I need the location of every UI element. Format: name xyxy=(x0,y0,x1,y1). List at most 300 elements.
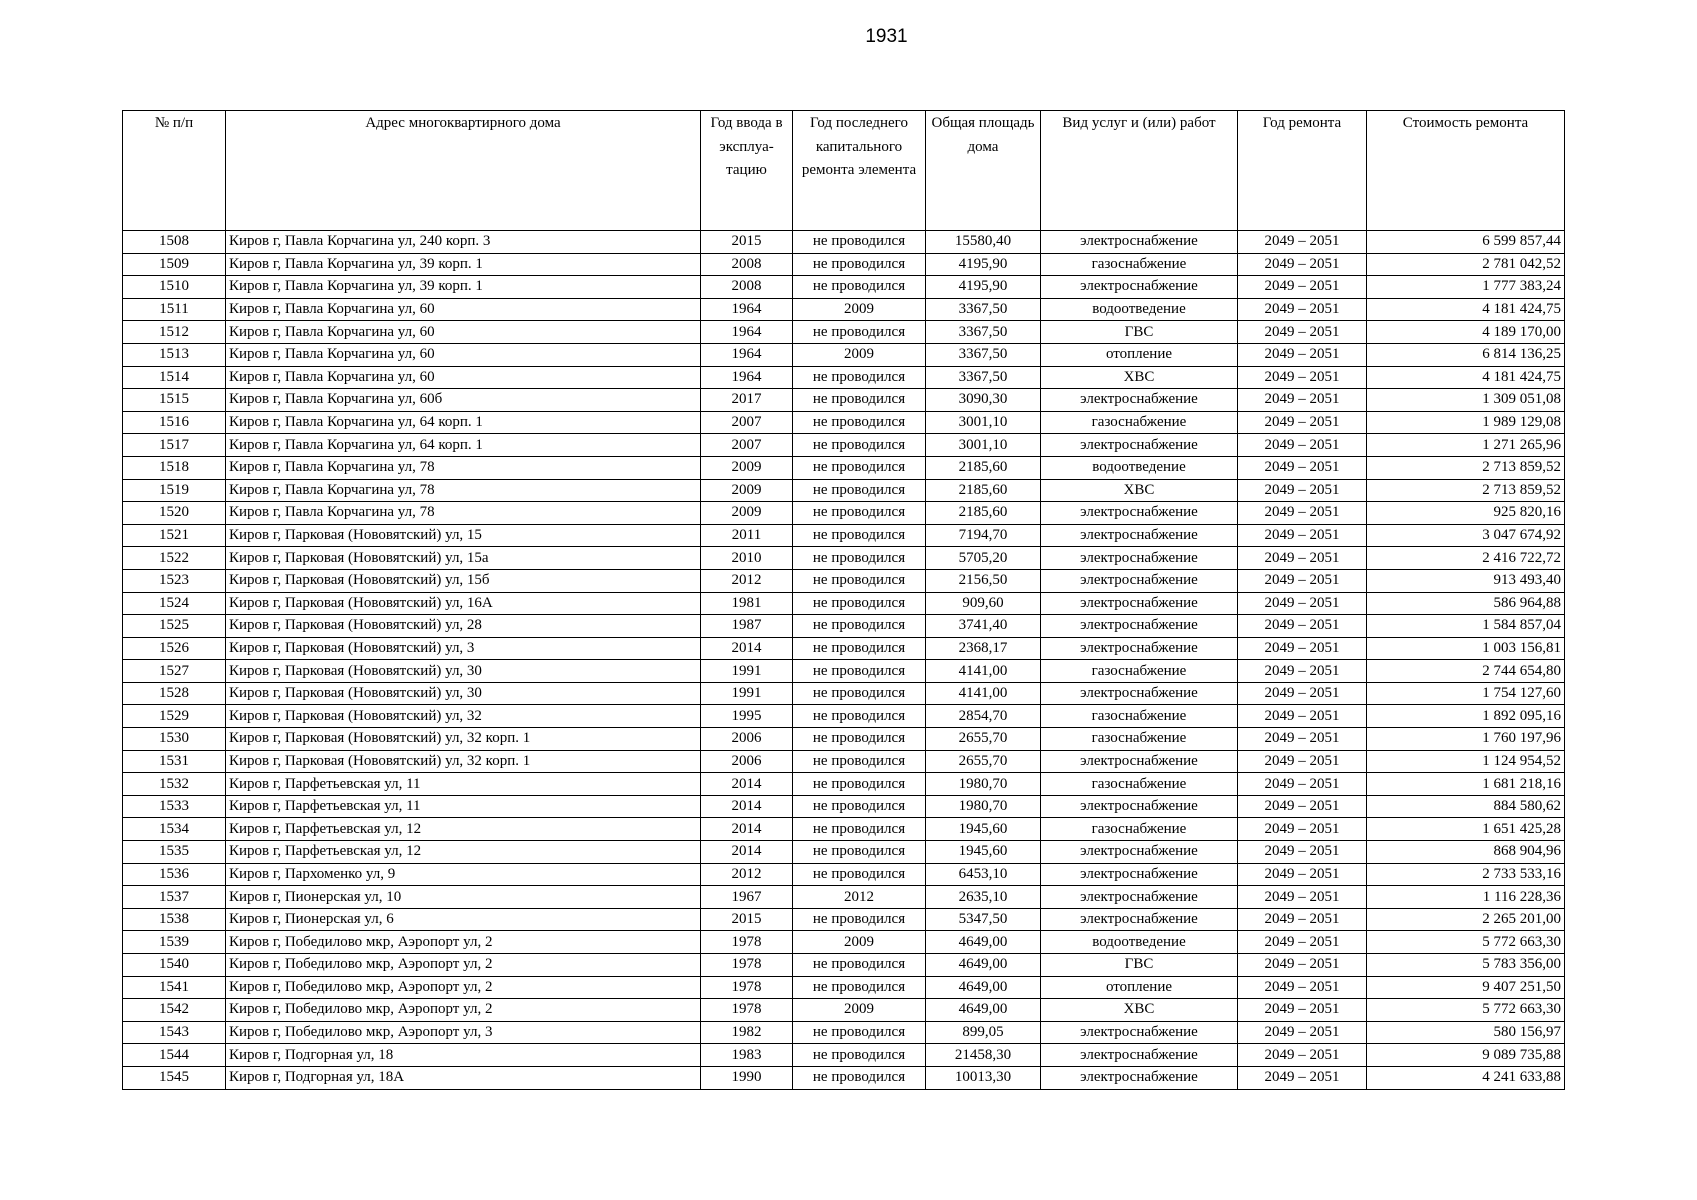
area-cell: 15580,40 xyxy=(926,231,1041,254)
area-cell: 909,60 xyxy=(926,592,1041,615)
last-repair-cell: не проводился xyxy=(793,592,926,615)
col-header-commission-year: Год ввода в эксплуа-тацию xyxy=(701,111,793,231)
repair-period-cell: 2049 – 2051 xyxy=(1238,343,1367,366)
address-cell: Киров г, Парковая (Нововятский) ул, 15 xyxy=(226,524,701,547)
last-repair-cell: не проводился xyxy=(793,773,926,796)
address-cell: Киров г, Парковая (Нововятский) ул, 28 xyxy=(226,615,701,638)
address-cell: Киров г, Парковая (Нововятский) ул, 15а xyxy=(226,547,701,570)
table-row xyxy=(123,479,1565,502)
commission-year-cell: 1995 xyxy=(701,705,793,728)
area-cell: 10013,30 xyxy=(926,1066,1041,1089)
area-cell: 2854,70 xyxy=(926,705,1041,728)
address-cell: Киров г, Победилово мкр, Аэропорт ул, 2 xyxy=(226,999,701,1022)
repair-period-cell: 2049 – 2051 xyxy=(1238,1066,1367,1089)
commission-year-cell: 2009 xyxy=(701,456,793,479)
table-row xyxy=(123,592,1565,615)
table-row xyxy=(123,434,1565,457)
repair-cost-cell: 1 124 954,52 xyxy=(1367,750,1565,773)
last-repair-cell: не проводился xyxy=(793,660,926,683)
last-repair-cell: 2009 xyxy=(793,298,926,321)
last-repair-cell: не проводился xyxy=(793,253,926,276)
table-row xyxy=(123,705,1565,728)
repair-period-cell: 2049 – 2051 xyxy=(1238,321,1367,344)
commission-year-cell: 2014 xyxy=(701,818,793,841)
row-number-cell: 1544 xyxy=(123,1044,226,1067)
last-repair-cell: 2009 xyxy=(793,999,926,1022)
service-type-cell: электроснабжение xyxy=(1041,524,1238,547)
last-repair-cell: 2012 xyxy=(793,886,926,909)
table-row xyxy=(123,231,1565,254)
repair-cost-cell: 6 814 136,25 xyxy=(1367,343,1565,366)
area-cell: 2655,70 xyxy=(926,750,1041,773)
repair-period-cell: 2049 – 2051 xyxy=(1238,976,1367,999)
page-number: 1931 xyxy=(865,26,908,47)
repair-period-cell: 2049 – 2051 xyxy=(1238,298,1367,321)
last-repair-cell: не проводился xyxy=(793,547,926,570)
table-row xyxy=(123,818,1565,841)
area-cell: 3367,50 xyxy=(926,321,1041,344)
repair-cost-cell: 580 156,97 xyxy=(1367,1021,1565,1044)
last-repair-cell: не проводился xyxy=(793,231,926,254)
table-row xyxy=(123,954,1565,977)
col-header-address: Адрес многоквартирного дома xyxy=(226,111,701,231)
row-number-cell: 1542 xyxy=(123,999,226,1022)
service-type-cell: водоотведение xyxy=(1041,456,1238,479)
row-number-cell: 1517 xyxy=(123,434,226,457)
repair-period-cell: 2049 – 2051 xyxy=(1238,456,1367,479)
service-type-cell: электроснабжение xyxy=(1041,434,1238,457)
service-type-cell: отопление xyxy=(1041,343,1238,366)
address-cell: Киров г, Победилово мкр, Аэропорт ул, 2 xyxy=(226,976,701,999)
commission-year-cell: 2014 xyxy=(701,795,793,818)
row-number-cell: 1520 xyxy=(123,502,226,525)
repair-period-cell: 2049 – 2051 xyxy=(1238,253,1367,276)
area-cell: 2185,60 xyxy=(926,456,1041,479)
address-cell: Киров г, Подгорная ул, 18 xyxy=(226,1044,701,1067)
row-number-cell: 1536 xyxy=(123,863,226,886)
service-type-cell: газоснабжение xyxy=(1041,411,1238,434)
repair-period-cell: 2049 – 2051 xyxy=(1238,637,1367,660)
service-type-cell: электроснабжение xyxy=(1041,637,1238,660)
commission-year-cell: 1991 xyxy=(701,682,793,705)
area-cell: 3001,10 xyxy=(926,411,1041,434)
area-cell: 2185,60 xyxy=(926,502,1041,525)
address-cell: Киров г, Парфетьевская ул, 12 xyxy=(226,818,701,841)
last-repair-cell: не проводился xyxy=(793,615,926,638)
repair-period-cell: 2049 – 2051 xyxy=(1238,863,1367,886)
service-type-cell: ХВС xyxy=(1041,999,1238,1022)
last-repair-cell: не проводился xyxy=(793,841,926,864)
repair-period-cell: 2049 – 2051 xyxy=(1238,908,1367,931)
repair-cost-cell: 1 003 156,81 xyxy=(1367,637,1565,660)
table-row xyxy=(123,615,1565,638)
repair-cost-cell: 925 820,16 xyxy=(1367,502,1565,525)
col-header-repair-period: Год ремонта xyxy=(1238,111,1367,231)
address-cell: Киров г, Павла Корчагина ул, 60 xyxy=(226,366,701,389)
row-number-cell: 1534 xyxy=(123,818,226,841)
repair-cost-cell: 2 744 654,80 xyxy=(1367,660,1565,683)
service-type-cell: электроснабжение xyxy=(1041,276,1238,299)
row-number-cell: 1509 xyxy=(123,253,226,276)
service-type-cell: электроснабжение xyxy=(1041,682,1238,705)
area-cell: 21458,30 xyxy=(926,1044,1041,1067)
area-cell: 4649,00 xyxy=(926,954,1041,977)
last-repair-cell: не проводился xyxy=(793,502,926,525)
repair-period-cell: 2049 – 2051 xyxy=(1238,411,1367,434)
repair-cost-cell: 2 416 722,72 xyxy=(1367,547,1565,570)
area-cell: 4649,00 xyxy=(926,976,1041,999)
service-type-cell: газоснабжение xyxy=(1041,818,1238,841)
last-repair-cell: не проводился xyxy=(793,389,926,412)
area-cell: 2635,10 xyxy=(926,886,1041,909)
table-header xyxy=(123,111,1565,231)
table-row xyxy=(123,389,1565,412)
commission-year-cell: 2014 xyxy=(701,773,793,796)
table-row xyxy=(123,660,1565,683)
commission-year-cell: 2009 xyxy=(701,479,793,502)
table-row xyxy=(123,1066,1565,1089)
area-cell: 7194,70 xyxy=(926,524,1041,547)
area-cell: 4195,90 xyxy=(926,276,1041,299)
commission-year-cell: 2014 xyxy=(701,841,793,864)
row-number-cell: 1545 xyxy=(123,1066,226,1089)
area-cell: 1980,70 xyxy=(926,773,1041,796)
area-cell: 4141,00 xyxy=(926,660,1041,683)
area-cell: 2655,70 xyxy=(926,728,1041,751)
service-type-cell: электроснабжение xyxy=(1041,841,1238,864)
service-type-cell: электроснабжение xyxy=(1041,750,1238,773)
last-repair-cell: не проводился xyxy=(793,908,926,931)
commission-year-cell: 1964 xyxy=(701,298,793,321)
repair-cost-cell: 2 265 201,00 xyxy=(1367,908,1565,931)
row-number-cell: 1527 xyxy=(123,660,226,683)
service-type-cell: отопление xyxy=(1041,976,1238,999)
service-type-cell: электроснабжение xyxy=(1041,863,1238,886)
last-repair-cell: не проводился xyxy=(793,1044,926,1067)
commission-year-cell: 1978 xyxy=(701,931,793,954)
area-cell: 6453,10 xyxy=(926,863,1041,886)
area-cell: 3001,10 xyxy=(926,434,1041,457)
last-repair-cell: не проводился xyxy=(793,411,926,434)
address-cell: Киров г, Павла Корчагина ул, 39 корп. 1 xyxy=(226,253,701,276)
col-header-service-type: Вид услуг и (или) работ xyxy=(1041,111,1238,231)
commission-year-cell: 2006 xyxy=(701,750,793,773)
repair-cost-cell: 1 309 051,08 xyxy=(1367,389,1565,412)
last-repair-cell: не проводился xyxy=(793,479,926,502)
commission-year-cell: 1983 xyxy=(701,1044,793,1067)
row-number-cell: 1510 xyxy=(123,276,226,299)
address-cell: Киров г, Парфетьевская ул, 11 xyxy=(226,773,701,796)
service-type-cell: газоснабжение xyxy=(1041,728,1238,751)
table-row xyxy=(123,931,1565,954)
repair-period-cell: 2049 – 2051 xyxy=(1238,841,1367,864)
row-number-cell: 1513 xyxy=(123,343,226,366)
area-cell: 3367,50 xyxy=(926,366,1041,389)
repair-period-cell: 2049 – 2051 xyxy=(1238,931,1367,954)
repair-period-cell: 2049 – 2051 xyxy=(1238,434,1367,457)
row-number-cell: 1508 xyxy=(123,231,226,254)
area-cell: 3367,50 xyxy=(926,343,1041,366)
service-type-cell: газоснабжение xyxy=(1041,705,1238,728)
row-number-cell: 1519 xyxy=(123,479,226,502)
repair-period-cell: 2049 – 2051 xyxy=(1238,999,1367,1022)
repair-cost-cell: 9 407 251,50 xyxy=(1367,976,1565,999)
repair-period-cell: 2049 – 2051 xyxy=(1238,1021,1367,1044)
service-type-cell: водоотведение xyxy=(1041,298,1238,321)
commission-year-cell: 2007 xyxy=(701,411,793,434)
repair-period-cell: 2049 – 2051 xyxy=(1238,795,1367,818)
last-repair-cell: не проводился xyxy=(793,705,926,728)
row-number-cell: 1529 xyxy=(123,705,226,728)
table-row xyxy=(123,773,1565,796)
address-cell: Киров г, Павла Корчагина ул, 64 корп. 1 xyxy=(226,411,701,434)
last-repair-cell: не проводился xyxy=(793,434,926,457)
commission-year-cell: 2008 xyxy=(701,276,793,299)
commission-year-cell: 1982 xyxy=(701,1021,793,1044)
address-cell: Киров г, Павла Корчагина ул, 60 xyxy=(226,298,701,321)
header-row xyxy=(123,111,1565,231)
table-row xyxy=(123,321,1565,344)
address-cell: Киров г, Парковая (Нововятский) ул, 30 xyxy=(226,660,701,683)
repair-cost-cell: 1 760 197,96 xyxy=(1367,728,1565,751)
table-row xyxy=(123,841,1565,864)
repair-period-cell: 2049 – 2051 xyxy=(1238,276,1367,299)
last-repair-cell: не проводился xyxy=(793,728,926,751)
last-repair-cell: не проводился xyxy=(793,1066,926,1089)
area-cell: 4649,00 xyxy=(926,931,1041,954)
commission-year-cell: 2015 xyxy=(701,231,793,254)
commission-year-cell: 1964 xyxy=(701,321,793,344)
commission-year-cell: 2007 xyxy=(701,434,793,457)
last-repair-cell: не проводился xyxy=(793,456,926,479)
last-repair-cell: не проводился xyxy=(793,569,926,592)
row-number-cell: 1535 xyxy=(123,841,226,864)
repair-cost-cell: 868 904,96 xyxy=(1367,841,1565,864)
repair-cost-cell: 1 989 129,08 xyxy=(1367,411,1565,434)
address-cell: Киров г, Пархоменко ул, 9 xyxy=(226,863,701,886)
service-type-cell: электроснабжение xyxy=(1041,1066,1238,1089)
commission-year-cell: 1981 xyxy=(701,592,793,615)
repair-cost-cell: 1 892 095,16 xyxy=(1367,705,1565,728)
last-repair-cell: не проводился xyxy=(793,682,926,705)
repair-period-cell: 2049 – 2051 xyxy=(1238,615,1367,638)
row-number-cell: 1538 xyxy=(123,908,226,931)
service-type-cell: электроснабжение xyxy=(1041,592,1238,615)
row-number-cell: 1540 xyxy=(123,954,226,977)
area-cell: 1945,60 xyxy=(926,841,1041,864)
repair-period-cell: 2049 – 2051 xyxy=(1238,705,1367,728)
area-cell: 2156,50 xyxy=(926,569,1041,592)
table-row xyxy=(123,343,1565,366)
table-row xyxy=(123,569,1565,592)
service-type-cell: электроснабжение xyxy=(1041,569,1238,592)
table-row xyxy=(123,456,1565,479)
commission-year-cell: 2014 xyxy=(701,637,793,660)
table-row xyxy=(123,411,1565,434)
service-type-cell: электроснабжение xyxy=(1041,1044,1238,1067)
last-repair-cell: не проводился xyxy=(793,750,926,773)
last-repair-cell: не проводился xyxy=(793,637,926,660)
last-repair-cell: не проводился xyxy=(793,1021,926,1044)
service-type-cell: электроснабжение xyxy=(1041,886,1238,909)
address-cell: Киров г, Парковая (Нововятский) ул, 15б xyxy=(226,569,701,592)
table-row xyxy=(123,976,1565,999)
repair-period-cell: 2049 – 2051 xyxy=(1238,524,1367,547)
last-repair-cell: не проводился xyxy=(793,276,926,299)
address-cell: Киров г, Парковая (Нововятский) ул, 32 корп. 1 xyxy=(226,750,701,773)
col-header-number: № п/п xyxy=(123,111,226,231)
repair-period-cell: 2049 – 2051 xyxy=(1238,728,1367,751)
last-repair-cell: не проводился xyxy=(793,795,926,818)
area-cell: 5347,50 xyxy=(926,908,1041,931)
repair-cost-cell: 4 189 170,00 xyxy=(1367,321,1565,344)
row-number-cell: 1521 xyxy=(123,524,226,547)
repair-cost-cell: 5 772 663,30 xyxy=(1367,931,1565,954)
table-row xyxy=(123,253,1565,276)
area-cell: 2185,60 xyxy=(926,479,1041,502)
area-cell: 3741,40 xyxy=(926,615,1041,638)
repair-period-cell: 2049 – 2051 xyxy=(1238,1044,1367,1067)
commission-year-cell: 2012 xyxy=(701,863,793,886)
area-cell: 4141,00 xyxy=(926,682,1041,705)
commission-year-cell: 1987 xyxy=(701,615,793,638)
row-number-cell: 1530 xyxy=(123,728,226,751)
commission-year-cell: 2015 xyxy=(701,908,793,931)
table-row xyxy=(123,795,1565,818)
repair-cost-cell: 2 713 859,52 xyxy=(1367,479,1565,502)
repair-period-cell: 2049 – 2051 xyxy=(1238,773,1367,796)
repair-period-cell: 2049 – 2051 xyxy=(1238,682,1367,705)
commission-year-cell: 1964 xyxy=(701,366,793,389)
service-type-cell: электроснабжение xyxy=(1041,1021,1238,1044)
service-type-cell: газоснабжение xyxy=(1041,660,1238,683)
commission-year-cell: 2011 xyxy=(701,524,793,547)
address-cell: Киров г, Павла Корчагина ул, 60 xyxy=(226,343,701,366)
repair-cost-cell: 1 271 265,96 xyxy=(1367,434,1565,457)
row-number-cell: 1532 xyxy=(123,773,226,796)
service-type-cell: водоотведение xyxy=(1041,931,1238,954)
row-number-cell: 1528 xyxy=(123,682,226,705)
service-type-cell: электроснабжение xyxy=(1041,547,1238,570)
repair-period-cell: 2049 – 2051 xyxy=(1238,750,1367,773)
row-number-cell: 1523 xyxy=(123,569,226,592)
commission-year-cell: 2006 xyxy=(701,728,793,751)
commission-year-cell: 2008 xyxy=(701,253,793,276)
commission-year-cell: 2012 xyxy=(701,569,793,592)
last-repair-cell: 2009 xyxy=(793,931,926,954)
service-type-cell: электроснабжение xyxy=(1041,795,1238,818)
col-header-total-area: Общая площадь дома xyxy=(926,111,1041,231)
repair-period-cell: 2049 – 2051 xyxy=(1238,366,1367,389)
repair-period-cell: 2049 – 2051 xyxy=(1238,479,1367,502)
repair-period-cell: 2049 – 2051 xyxy=(1238,502,1367,525)
table-row xyxy=(123,728,1565,751)
commission-year-cell: 1978 xyxy=(701,954,793,977)
repair-cost-cell: 3 047 674,92 xyxy=(1367,524,1565,547)
table-row xyxy=(123,750,1565,773)
row-number-cell: 1512 xyxy=(123,321,226,344)
commission-year-cell: 1978 xyxy=(701,976,793,999)
row-number-cell: 1541 xyxy=(123,976,226,999)
table-row xyxy=(123,863,1565,886)
address-cell: Киров г, Павла Корчагина ул, 39 корп. 1 xyxy=(226,276,701,299)
address-cell: Киров г, Парковая (Нововятский) ул, 16А xyxy=(226,592,701,615)
repair-period-cell: 2049 – 2051 xyxy=(1238,818,1367,841)
address-cell: Киров г, Парфетьевская ул, 11 xyxy=(226,795,701,818)
area-cell: 1980,70 xyxy=(926,795,1041,818)
address-cell: Киров г, Павла Корчагина ул, 78 xyxy=(226,479,701,502)
repair-period-cell: 2049 – 2051 xyxy=(1238,389,1367,412)
repair-cost-cell: 9 089 735,88 xyxy=(1367,1044,1565,1067)
address-cell: Киров г, Победилово мкр, Аэропорт ул, 2 xyxy=(226,954,701,977)
row-number-cell: 1539 xyxy=(123,931,226,954)
address-cell: Киров г, Пионерская ул, 10 xyxy=(226,886,701,909)
last-repair-cell: 2009 xyxy=(793,343,926,366)
row-number-cell: 1524 xyxy=(123,592,226,615)
address-cell: Киров г, Павла Корчагина ул, 64 корп. 1 xyxy=(226,434,701,457)
address-cell: Киров г, Подгорная ул, 18А xyxy=(226,1066,701,1089)
service-type-cell: электроснабжение xyxy=(1041,231,1238,254)
repair-period-cell: 2049 – 2051 xyxy=(1238,954,1367,977)
repair-period-cell: 2049 – 2051 xyxy=(1238,547,1367,570)
row-number-cell: 1543 xyxy=(123,1021,226,1044)
repair-cost-cell: 4 241 633,88 xyxy=(1367,1066,1565,1089)
commission-year-cell: 1990 xyxy=(701,1066,793,1089)
last-repair-cell: не проводился xyxy=(793,524,926,547)
repair-cost-cell: 2 733 533,16 xyxy=(1367,863,1565,886)
row-number-cell: 1526 xyxy=(123,637,226,660)
last-repair-cell: не проводился xyxy=(793,818,926,841)
repair-cost-cell: 5 783 356,00 xyxy=(1367,954,1565,977)
address-cell: Киров г, Парковая (Нововятский) ул, 32 корп. 1 xyxy=(226,728,701,751)
repair-cost-cell: 1 116 228,36 xyxy=(1367,886,1565,909)
table-row xyxy=(123,999,1565,1022)
row-number-cell: 1518 xyxy=(123,456,226,479)
address-cell: Киров г, Победилово мкр, Аэропорт ул, 2 xyxy=(226,931,701,954)
row-number-cell: 1514 xyxy=(123,366,226,389)
repair-cost-cell: 4 181 424,75 xyxy=(1367,298,1565,321)
service-type-cell: электроснабжение xyxy=(1041,615,1238,638)
repair-cost-cell: 884 580,62 xyxy=(1367,795,1565,818)
address-cell: Киров г, Павла Корчагина ул, 60 xyxy=(226,321,701,344)
commission-year-cell: 2009 xyxy=(701,502,793,525)
area-cell: 1945,60 xyxy=(926,818,1041,841)
area-cell: 3090,30 xyxy=(926,389,1041,412)
row-number-cell: 1516 xyxy=(123,411,226,434)
col-header-repair-cost: Стоимость ремонта xyxy=(1367,111,1565,231)
repair-period-cell: 2049 – 2051 xyxy=(1238,660,1367,683)
table-row xyxy=(123,276,1565,299)
address-cell: Киров г, Парковая (Нововятский) ул, 32 xyxy=(226,705,701,728)
commission-year-cell: 1978 xyxy=(701,999,793,1022)
table-row xyxy=(123,366,1565,389)
repair-cost-cell: 1 651 425,28 xyxy=(1367,818,1565,841)
commission-year-cell: 1964 xyxy=(701,343,793,366)
service-type-cell: ГВС xyxy=(1041,321,1238,344)
repair-cost-cell: 1 754 127,60 xyxy=(1367,682,1565,705)
table-row xyxy=(123,524,1565,547)
repair-cost-cell: 2 781 042,52 xyxy=(1367,253,1565,276)
table-row xyxy=(123,886,1565,909)
table-row xyxy=(123,502,1565,525)
last-repair-cell: не проводился xyxy=(793,954,926,977)
repair-cost-cell: 1 777 383,24 xyxy=(1367,276,1565,299)
address-cell: Киров г, Павла Корчагина ул, 78 xyxy=(226,502,701,525)
area-cell: 3367,50 xyxy=(926,298,1041,321)
service-type-cell: ХВС xyxy=(1041,366,1238,389)
address-cell: Киров г, Павла Корчагина ул, 240 корп. 3 xyxy=(226,231,701,254)
last-repair-cell: не проводился xyxy=(793,863,926,886)
